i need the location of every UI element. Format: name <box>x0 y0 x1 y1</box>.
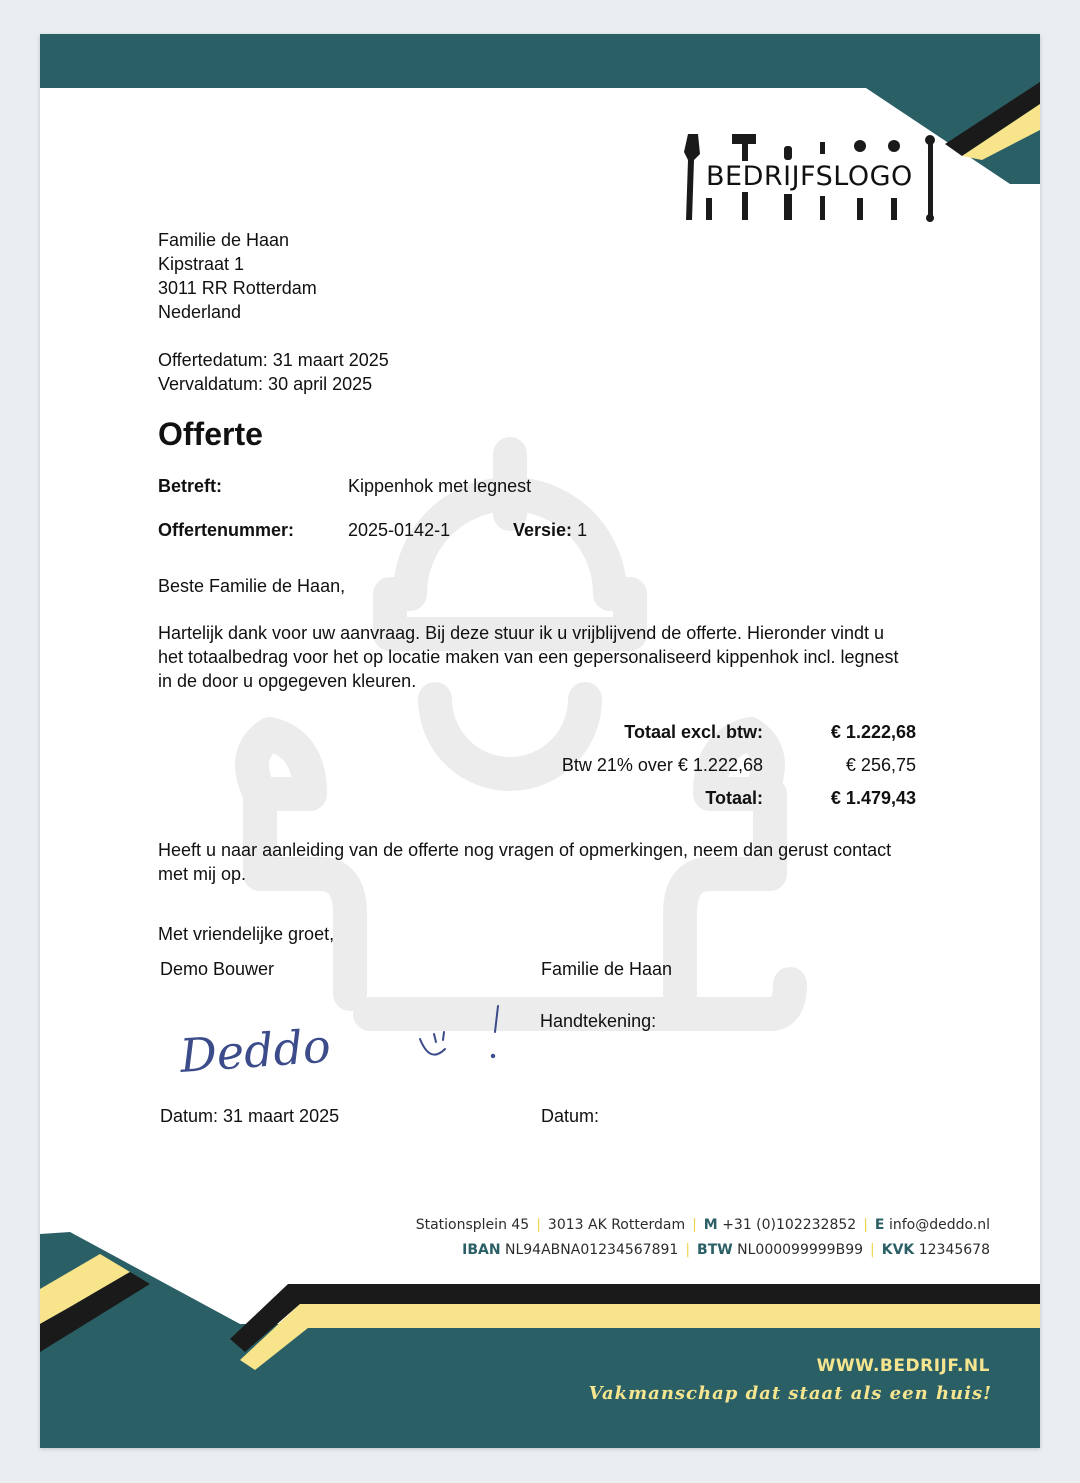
due-date: Vervaldatum: 30 april 2025 <box>158 374 373 394</box>
footer-phone-key: M <box>703 1217 718 1233</box>
totals-value: € 256,75 <box>845 755 916 775</box>
closing-paragraph <box>158 838 958 886</box>
recipient-address <box>158 228 317 324</box>
footer-contact-line: Stationsplein 45 | 3013 AK Rotterdam | M +31 (0)102232852 | E info@deddo.nl <box>415 1217 990 1233</box>
offer-date: Offertedatum: 31 maart 2025 <box>158 350 389 370</box>
footer-iban-key: IBAN <box>462 1242 501 1258</box>
salutation: Beste Familie de Haan, <box>158 576 346 596</box>
subject-label: Betreft: <box>158 476 223 496</box>
offer-number-value: 2025-0142-1 <box>348 520 451 540</box>
version-label: Versie: <box>513 520 573 540</box>
recipient-city: 3011 RR Rotterdam <box>158 278 317 298</box>
recipient-name: Familie de Haan <box>158 230 290 250</box>
sender-name: Demo Bouwer <box>160 959 275 979</box>
footer-email: info@deddo.nl <box>888 1217 990 1233</box>
footer-tagline: Vakmanschap dat staat als een huis! <box>588 1383 992 1404</box>
closing-line: met mij op. <box>158 864 247 884</box>
footer-btw-key: BTW <box>697 1242 733 1258</box>
page-title: Offerte <box>158 416 263 452</box>
footer-iban: NL94ABNA01234567891 <box>505 1242 679 1258</box>
sender-date: Datum: 31 maart 2025 <box>160 1106 340 1126</box>
footer-btw: NL000099999B99 <box>737 1242 864 1258</box>
footer-band <box>40 1232 1040 1448</box>
version <box>513 518 587 542</box>
recipient-date: Datum: <box>541 1106 600 1126</box>
signature-label: Handtekening: <box>540 1011 657 1031</box>
offer-dates <box>158 348 389 396</box>
footer-kvk-key: KVK <box>881 1242 915 1258</box>
footer-kvk: 12345678 <box>918 1242 990 1258</box>
handwritten-signature: Deddo <box>178 1018 333 1083</box>
intro-line: in de door u opgegeven kleuren. <box>158 671 417 691</box>
footer-finance-line: IBAN NL94ABNA01234567891 | BTW NL000099999B99 | KVK 12345678 <box>462 1242 990 1258</box>
regards: Met vriendelijke groet, <box>158 924 335 944</box>
version-value: 1 <box>577 520 588 540</box>
footer-address: Stationsplein 45 <box>415 1217 530 1233</box>
intro-line: Hartelijk dank voor uw aanvraag. Bij deze stuur ik u vrijblijvend de offerte. Hieronder vindt u <box>158 623 885 643</box>
totals-row <box>158 720 916 744</box>
totals-row <box>158 753 916 777</box>
company-logo-text: BEDRIJFSLOGO <box>706 161 913 192</box>
recipient-sign-name: Familie de Haan <box>541 959 673 979</box>
totals-value: € 1.222,68 <box>830 722 916 742</box>
totals-label: Totaal excl. btw: <box>624 722 763 742</box>
intro-line: het totaalbedrag voor het op locatie maken van een gepersonaliseerd kippenhok incl. legnest <box>158 647 899 667</box>
totals-label: Totaal: <box>705 788 763 808</box>
recipient-street: Kipstraat 1 <box>158 254 245 274</box>
offer-number-label: Offertenummer: <box>158 520 295 540</box>
totals-value: € 1.479,43 <box>830 788 916 808</box>
footer-phone: +31 (0)102232852 <box>722 1217 857 1233</box>
offer-document <box>40 34 1040 1448</box>
totals-label: Btw 21% over € 1.222,68 <box>561 755 763 775</box>
recipient-country: Nederland <box>158 302 242 322</box>
footer-postal: 3013 AK Rotterdam <box>547 1217 686 1233</box>
signature-flourish <box>410 994 510 1074</box>
intro-paragraph <box>158 621 958 693</box>
header-band <box>40 34 1040 88</box>
footer-email-key: E <box>874 1217 885 1233</box>
subject-value: Kippenhok met legnest <box>348 476 532 496</box>
footer-website: WWW.BEDRIJF.NL <box>816 1356 990 1376</box>
closing-line: Heeft u naar aanleiding van de offerte nog vragen of opmerkingen, neem dan gerust contact <box>158 840 892 860</box>
totals-row <box>158 786 916 810</box>
